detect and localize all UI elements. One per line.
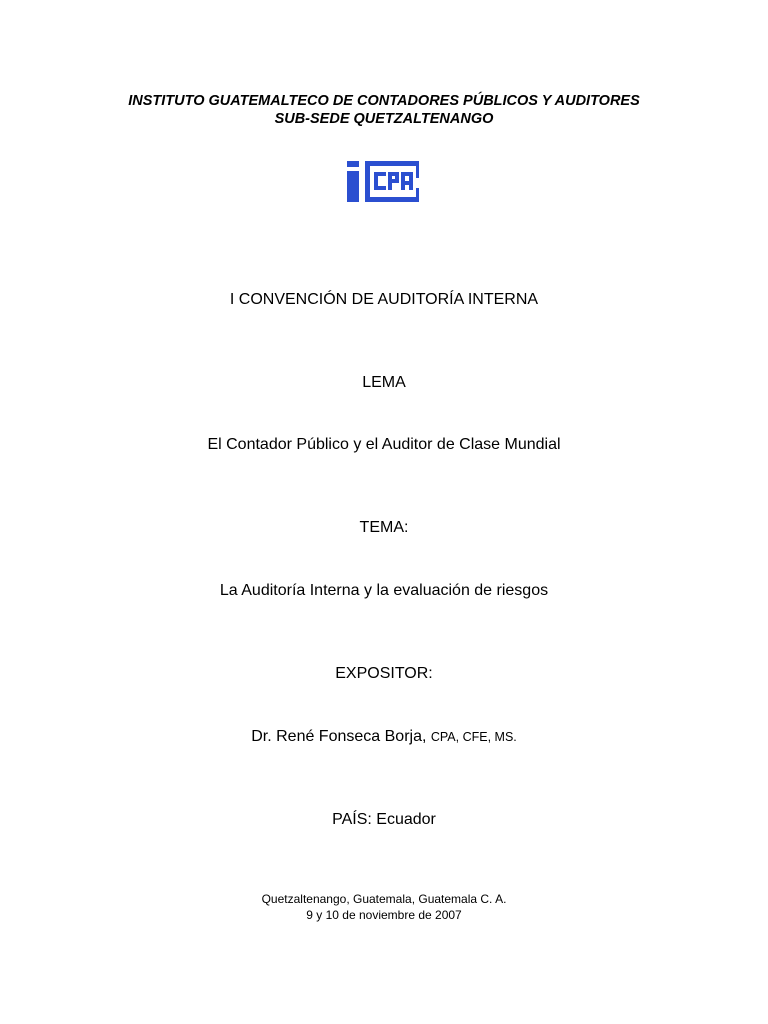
footer-date: 9 y 10 de noviembre de 2007 bbox=[306, 908, 462, 922]
lema-label: LEMA bbox=[362, 374, 406, 391]
lema-text: El Contador Público y el Auditor de Clase Mundial bbox=[207, 436, 561, 453]
institution-heading: INSTITUTO GUATEMALTECO DE CONTADORES PÚBLICOS Y AUDITORES bbox=[128, 93, 640, 109]
expositor-name: Dr. René Fonseca Borja, bbox=[251, 728, 427, 745]
subsede-heading: SUB-SEDE QUETZALTENANGO bbox=[274, 111, 494, 127]
tema-label: TEMA: bbox=[359, 519, 409, 536]
expositor-credentials: CPA, CFE, MS. bbox=[430, 730, 517, 744]
event-title: I CONVENCIÓN DE AUDITORÍA INTERNA bbox=[229, 291, 539, 308]
icpa-logo bbox=[346, 160, 420, 203]
tema-text: La Auditoría Interna y la evaluación de riesgos bbox=[219, 582, 549, 599]
country-line: PAÍS: Ecuador bbox=[332, 811, 436, 828]
expositor-line bbox=[0, 727, 768, 747]
cpa-lettering bbox=[374, 172, 413, 190]
footer-place: Quetzaltenango, Guatemala, Guatemala C. A. bbox=[261, 892, 507, 906]
expositor-label: EXPOSITOR: bbox=[335, 665, 433, 682]
